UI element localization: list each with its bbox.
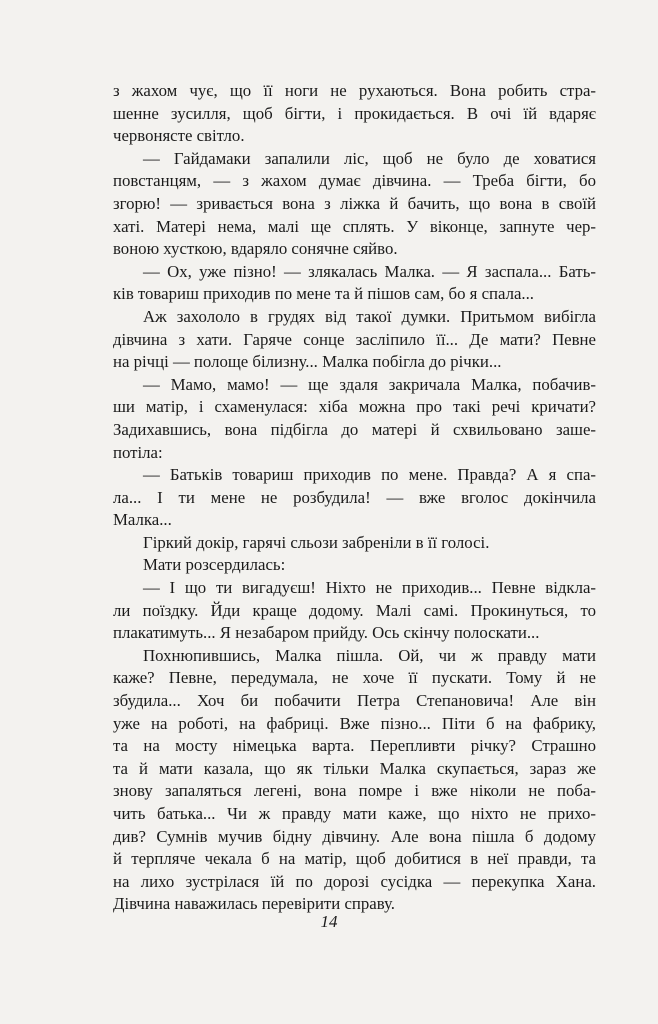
text-line: Похнюпившись, Малка пішла. Ой, чи ж правду мати <box>143 645 596 665</box>
text-line: та на мосту німецька варта. Перепливти річку? Страшно <box>113 736 596 756</box>
text-line: — Мамо, мамо! — ще здаля закричала Малка, побачив- <box>143 374 596 394</box>
text-line: ла... І ти мене не розбудила! — вже вголос докінчила <box>113 487 596 507</box>
text-line: з жахом чує, що її ноги не рухаються. Вона робить стра- <box>113 81 596 100</box>
text-line: ли поїздку. Йди краще додому. Малі самі. Прокинуться, то <box>113 600 596 620</box>
text-line: дівчина з хати. Гаряче сонце засліпило її... Де мати? Певне <box>113 329 596 349</box>
text-line: Мати розсердилась: <box>143 555 286 575</box>
text-line: повстанцям, — з жахом думає дівчина. — Треба бігти, бо <box>113 171 596 191</box>
text-line: плакатимуть... Я незабаром прийду. Ось скінчу полоскати... <box>113 623 540 643</box>
text-line: шенне зусилля, щоб бігти, і прокидається. В очі їй вдаряє <box>113 103 596 123</box>
text-line: — Батьків товариш приходив по мене. Правда? А я спа- <box>143 465 596 485</box>
text-line: потіла: <box>113 442 163 462</box>
text-line: каже? Певне, передумала, не хоче її пускати. Тому й не <box>113 668 596 688</box>
page-number: 14 <box>320 912 338 931</box>
text-line: Дівчина наважилась перевірити справу. <box>113 894 395 914</box>
text-line: на лихо зустрілася їй по дорозі сусідка — перекупка Хана. <box>113 871 596 891</box>
text-line: — Гайдамаки запалили ліс, щоб не було де ховатися <box>143 148 596 168</box>
text-line: знову запаляться легені, вона помре і вже ніколи не поба- <box>113 781 596 801</box>
text-line: воною хусткою, вдаряло сонячне сяйво. <box>113 239 398 259</box>
text-line: Задихавшись, вона підбігла до матері й схвильовано зашe- <box>113 419 596 439</box>
text-line: згорю! — зривається вона з ліжка й бачить, що вона в своїй <box>113 193 596 213</box>
text-line: збудила... Хоч би побачити Петра Степановича! Але він <box>113 691 596 711</box>
text-line: Гіркий докір, гарячі сльози забреніли в її голосі. <box>143 532 490 552</box>
text-line: — Ох, уже пізно! — злякалась Малка. — Я заспала... Бать- <box>143 261 596 281</box>
text-line: Малка... <box>113 510 172 530</box>
text-line: на річці — полоще білизну... Малка побігла до річки... <box>113 352 502 372</box>
text-line: уже на роботі, на фабриці. Вже пізно... Піти б на фабрику, <box>113 713 596 733</box>
body-text <box>113 80 596 916</box>
text-line: хаті. Матері нема, малі ще сплять. У віконце, запнуте чер- <box>113 216 596 236</box>
text-line: див? Сумнів мучив бідну дівчину. Але вона пішла б додому <box>113 826 596 846</box>
text-line: ків товариш приходив по мене та й пішов сам, бо я спала... <box>113 284 534 304</box>
text-line: — І що ти вигадуєш! Ніхто не приходив... Певне відкла- <box>143 578 596 598</box>
text-line: та й мати казала, що як тільки Малка скупається, зараз же <box>113 758 596 778</box>
text-line: чить батька... Чи ж правду мати каже, що ніхто не прихо- <box>113 804 596 823</box>
text-line: червонясте світло. <box>113 126 245 146</box>
text-line: ши матір, і схаменулася: хіба можна про такі речі кричати? <box>113 397 596 417</box>
text-line: Аж захололо в грудях від такої думки. Притьмом вибігла <box>143 306 596 326</box>
text-line: й терпляче чекала б на матір, щоб добитися в неї правди, та <box>113 849 596 869</box>
